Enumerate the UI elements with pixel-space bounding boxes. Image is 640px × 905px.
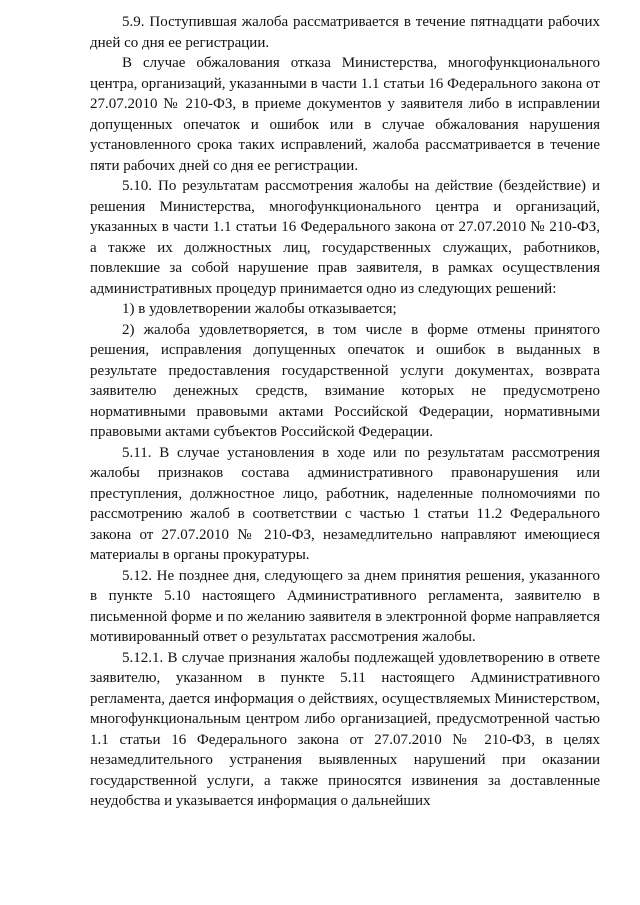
paragraph-5-11: 5.11. В случае установления в ходе или по результатам рассмотрения жалобы признаков состава административного правонарушения или преступления, должностное лицо, работник, наделенные полномочиями по рассмотрению жалоб в соответствии с частью 1 статьи 11.2 Федерального закона от 27.07.2010 № 210-ФЗ, незамедлительно направляют имеющиеся материалы в органы прокуратуры.: [90, 444, 600, 563]
paragraph-decision-1: 1) в удовлетворении жалобы отказывается;: [122, 301, 397, 317]
paragraph-5-12-1: 5.12.1. В случае признания жалобы подлежащей удовлетворению в ответе заявителю, указанном в пункте 5.11 настоящего Административного регламента, дается информация о действиях, осуществляемых Министерством, многофункциональным центром либо организацией, предусмотренной частью 1.1 статьи 16 Федерального закона от 27.07.2010 № 210-ФЗ, в целях незамедлительного устранения выявленных нарушений при оказании государственной услуги, а также приносятся извинения за доставленные неудобства и указывается информация о дальнейших: [90, 649, 600, 809]
paragraph-5-12: 5.12. Не позднее дня, следующего за днем принятия решения, указанного в пункте 5.10 настоящего Административного регламента, заявителю в письменной форме и по желанию заявителя в электронной форме направляется мотивированный ответ о результатах рассмотрения жалобы.: [90, 567, 600, 645]
paragraph-5-10: 5.10. По результатам рассмотрения жалобы на действие (бездействие) и решения Министерства, многофункционального центра и организаций, указанных в части 1.1 статьи 16 Федерального закона от 27.07.2010 № 210-ФЗ, а также их должностных лиц, государственных служащих, работников, повлекшие за собой нарушение прав заявителя, в рамках осуществления административных процедур принимается одно из следующих решений:: [90, 178, 600, 297]
paragraph-appeal-refusal: В случае обжалования отказа Министерства, многофункционального центра, организаций, указанными в части 1.1 статьи 16 Федерального закона от 27.07.2010 № 210-ФЗ, в приеме документов у заявителя либо в исправлении допущенных опечаток и ошибок или в случае обжалования нарушения установленного срока таких исправлений, жалоба рассматривается в течение пяти рабочих дней со дня ее регистрации.: [90, 55, 600, 174]
paragraph-5-9: 5.9. Поступившая жалоба рассматривается в течение пятнадцати рабочих дней со дня ее регистрации.: [90, 14, 600, 51]
paragraph-decision-2: 2) жалоба удовлетворяется, в том числе в форме отмены принятого решения, исправления допущенных опечаток и ошибок в выданных в результате предоставления государственной услуги документах, возврата заявителю денежных средств, взимание которых не предусмотрено нормативными правовыми актами Российской Федерации, нормативными правовыми актами субъектов Российской Федерации.: [90, 321, 600, 440]
